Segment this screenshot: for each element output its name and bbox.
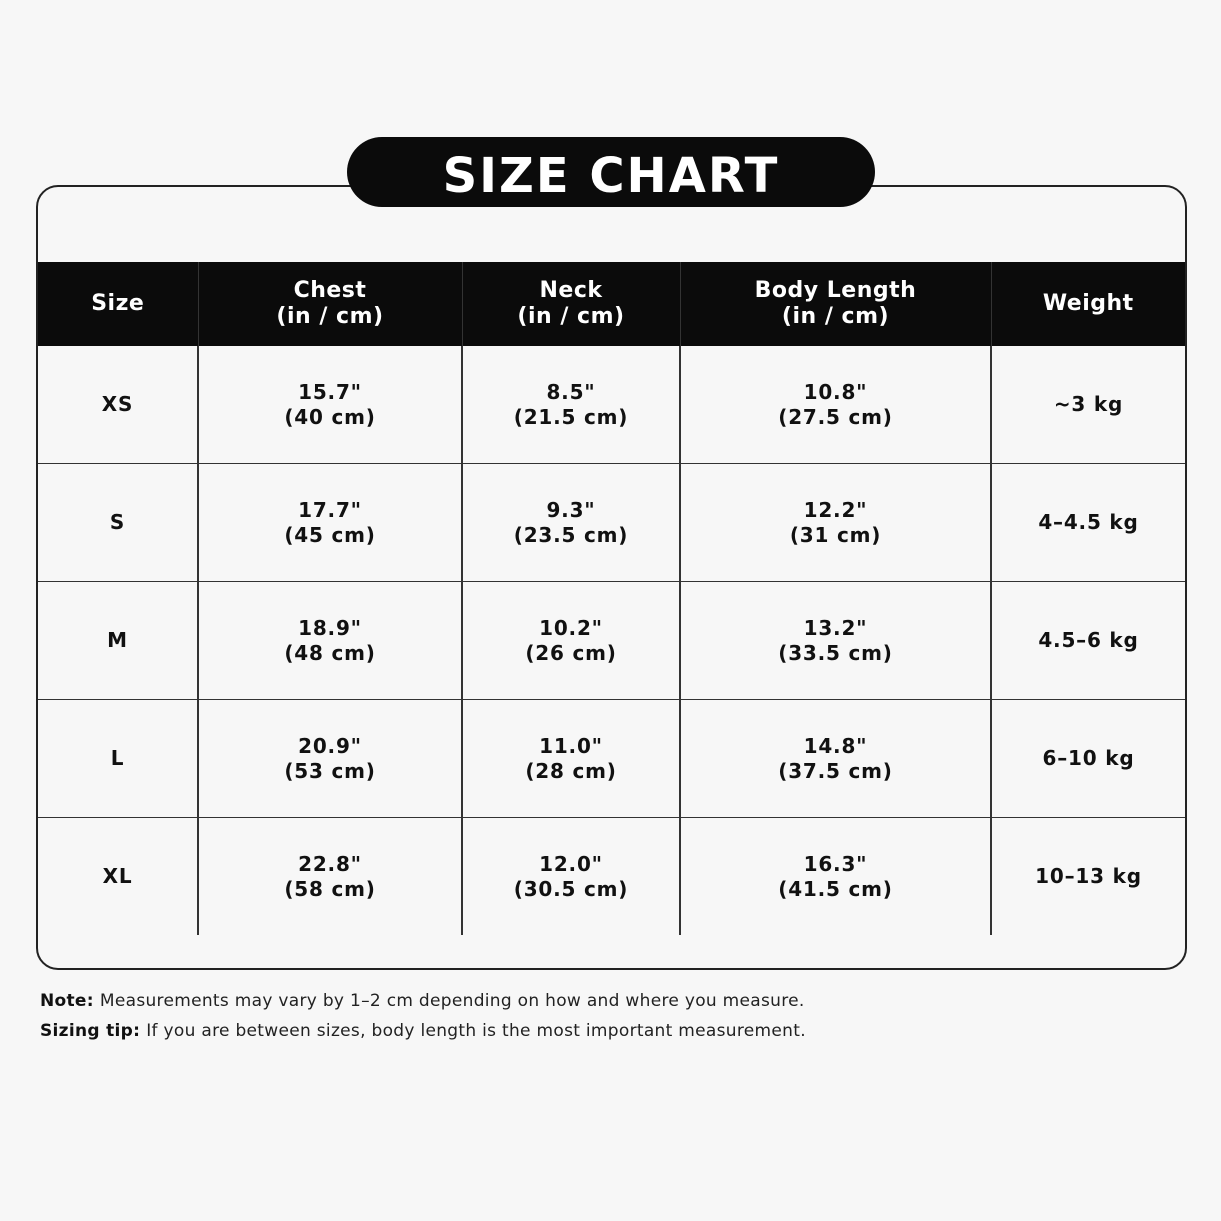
header-chest: Chest (in / cm)	[198, 262, 462, 346]
size-cell: XL	[102, 864, 133, 888]
notes-section	[40, 986, 806, 1046]
sizing-tip	[40, 1016, 806, 1046]
header-size: Size	[38, 262, 198, 346]
chest-cell: 18.9" (48 cm)	[198, 582, 462, 700]
body-length-cell: 14.8" (37.5 cm)	[680, 700, 991, 818]
weight-cell: 4.5–6 kg	[991, 582, 1185, 700]
weight-cell: 4–4.5 kg	[991, 464, 1185, 582]
size-table	[38, 262, 1185, 935]
note-text: Measurements may vary by 1–2 cm depending on how and where you measure.	[99, 991, 805, 1011]
body-length-cell: 13.2" (33.5 cm)	[680, 582, 991, 700]
weight-cell: ~3 kg	[991, 346, 1185, 464]
header-neck: Neck (in / cm)	[462, 262, 680, 346]
tip-text: If you are between sizes, body length is the most important measurement.	[146, 1021, 806, 1041]
chest-cell: 17.7" (45 cm)	[198, 464, 462, 582]
weight-cell: 10–13 kg	[991, 818, 1185, 936]
table-row	[38, 700, 1185, 818]
neck-cell: 11.0" (28 cm)	[462, 700, 680, 818]
table-row	[38, 582, 1185, 700]
note-label: Note:	[40, 991, 94, 1011]
size-cell: L	[38, 700, 198, 818]
table-row	[38, 346, 1185, 464]
header-weight: Weight	[991, 262, 1185, 346]
table-row	[38, 818, 1185, 936]
chest-cell: 20.9" (53 cm)	[198, 700, 462, 818]
weight-cell: 6–10 kg	[991, 700, 1185, 818]
page-title: SIZE CHART	[442, 148, 780, 204]
size-cell: S	[38, 464, 198, 582]
table-body	[38, 346, 1185, 935]
title-badge	[347, 137, 875, 207]
header-body-length: Body Length (in / cm)	[680, 262, 991, 346]
size-cell: XS	[38, 346, 198, 464]
neck-cell: 12.0" (30.5 cm)	[462, 818, 680, 936]
size-chart-card	[36, 185, 1187, 970]
table-header	[38, 262, 1185, 346]
body-length-cell: 10.8" (27.5 cm)	[680, 346, 991, 464]
tip-label: Sizing tip:	[40, 1021, 141, 1041]
measurement-note	[40, 986, 806, 1016]
neck-cell: 9.3" (23.5 cm)	[462, 464, 680, 582]
size-cell: M	[38, 582, 198, 700]
chest-cell: 22.8" (58 cm)	[198, 818, 462, 936]
body-length-cell: 12.2" (31 cm)	[680, 464, 991, 582]
neck-cell: 8.5" (21.5 cm)	[462, 346, 680, 464]
header-row	[38, 262, 1185, 346]
body-length-cell: 16.3" (41.5 cm)	[680, 818, 991, 936]
neck-cell: 10.2" (26 cm)	[462, 582, 680, 700]
chest-cell: 15.7" (40 cm)	[198, 346, 462, 464]
table-row	[38, 464, 1185, 582]
